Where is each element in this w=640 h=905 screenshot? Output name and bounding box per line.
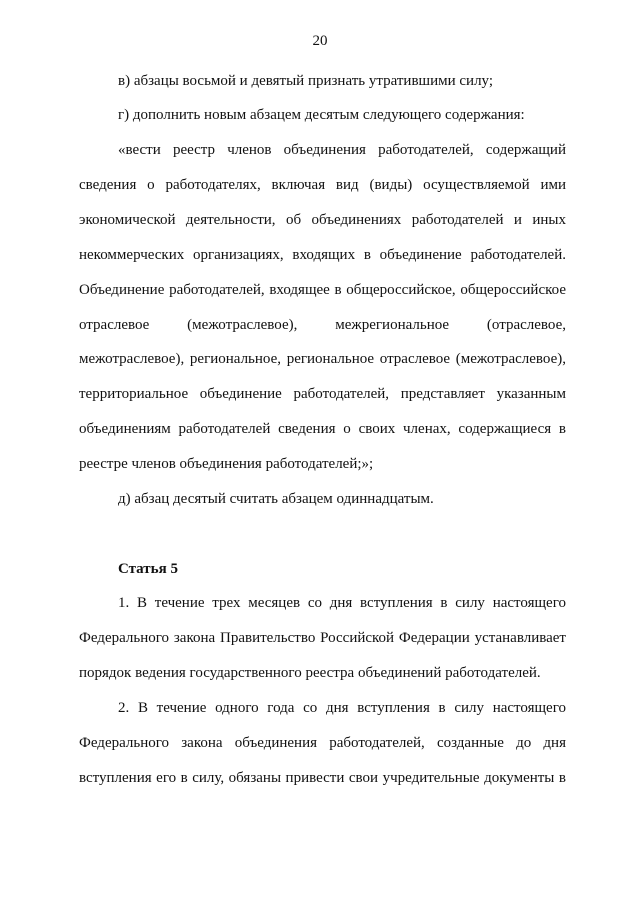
paragraph-line: экономической деятельности, об объединениях работодателей и иных	[79, 212, 566, 228]
paragraph-line: Федерального закона Правительство Российской Федерации устанавливает	[79, 630, 566, 646]
paragraph-line: территориальное объединение работодателей, представляет указанным	[79, 386, 566, 402]
paragraph-line: в) абзацы восьмой и девятый признать утратившими силу;	[118, 73, 494, 89]
paragraph-line: д) абзац десятый считать абзацем одиннадцатым.	[118, 491, 434, 507]
paragraph-line: сведения о работодателях, включая вид (виды) осуществляемой ими	[79, 177, 566, 193]
paragraph-line: 2. В течение одного года со дня вступления в силу настоящего	[118, 700, 566, 716]
page-number: 20	[312, 33, 328, 49]
paragraph-line: реестре членов объединения работодателей;»;	[79, 456, 374, 472]
paragraph-line: вступления его в силу, обязаны привести свои учредительные документы в	[79, 770, 566, 786]
paragraph-line: порядок ведения государственного реестра объединений работодателей.	[79, 665, 541, 681]
paragraph-line: объединениям работодателей сведения о своих членах, содержащиеся в	[79, 421, 566, 437]
paragraph-line: некоммерческих организациях, входящих в объединение работодателей.	[79, 247, 566, 263]
paragraph-line: г) дополнить новым абзацем десятым следующего содержания:	[118, 107, 525, 123]
paragraph-line: Федерального закона объединения работодателей, созданные до дня	[79, 735, 566, 751]
paragraph-line: отраслевое (межотраслевое), межрегиональное (отраслевое,	[79, 317, 566, 333]
paragraph-line: «вести реестр членов объединения работодателей, содержащий	[118, 142, 566, 158]
article-heading: Статья 5	[118, 561, 178, 577]
paragraph-line: Объединение работодателей, входящее в общероссийское, общероссийское	[79, 282, 566, 298]
paragraph-line: 1. В течение трех месяцев со дня вступления в силу настоящего	[118, 595, 566, 611]
paragraph-line: межотраслевое), региональное, региональное отраслевое (межотраслевое),	[79, 351, 566, 367]
